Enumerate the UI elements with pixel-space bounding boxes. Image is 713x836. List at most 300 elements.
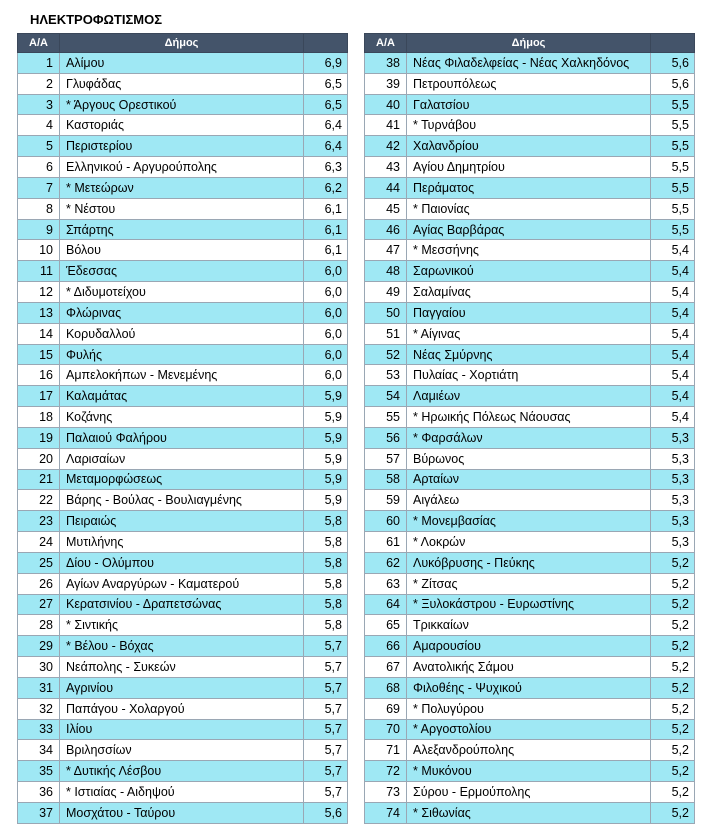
municipality-name: * Αργοστολίου: [407, 719, 651, 740]
row-index: 49: [365, 282, 407, 303]
table-row: [365, 323, 695, 344]
table-row: [18, 365, 348, 386]
row-index: 22: [18, 490, 60, 511]
municipality-name: Περάματος: [407, 177, 651, 198]
municipality-name: Αλεξανδρούπολης: [407, 740, 651, 761]
municipality-name: Περιστερίου: [60, 136, 304, 157]
row-index: 33: [18, 719, 60, 740]
table-row: [365, 282, 695, 303]
score-value: 5,3: [651, 511, 695, 532]
score-value: 5,4: [651, 323, 695, 344]
municipality-name: Αγρινίου: [60, 677, 304, 698]
table-row: [18, 240, 348, 261]
municipality-name: Έδεσσας: [60, 261, 304, 282]
table-row: [365, 365, 695, 386]
row-index: 15: [18, 344, 60, 365]
municipality-name: Πυλαίας - Χορτιάτη: [407, 365, 651, 386]
table-row: [18, 53, 348, 74]
table-row: [365, 177, 695, 198]
score-value: 6,4: [304, 136, 348, 157]
table-row: [18, 552, 348, 573]
score-value: 5,4: [651, 240, 695, 261]
table-row: [18, 469, 348, 490]
row-index: 20: [18, 448, 60, 469]
row-index: 14: [18, 323, 60, 344]
municipality-name: Σύρου - Ερμούπολης: [407, 781, 651, 802]
row-index: 16: [18, 365, 60, 386]
municipality-name: Αμπελοκήπων - Μενεμένης: [60, 365, 304, 386]
table-row: [365, 386, 695, 407]
municipality-name: Νέας Σμύρνης: [407, 344, 651, 365]
score-value: 5,2: [651, 552, 695, 573]
table-row: [18, 407, 348, 428]
table-row: [365, 219, 695, 240]
score-value: 5,2: [651, 657, 695, 678]
row-index: 6: [18, 157, 60, 178]
municipality-name: * Βέλου - Βόχας: [60, 636, 304, 657]
table-row: [18, 136, 348, 157]
municipality-name: Φυλής: [60, 344, 304, 365]
municipality-name: * Τυρνάβου: [407, 115, 651, 136]
score-value: 5,7: [304, 636, 348, 657]
score-value: 5,4: [651, 282, 695, 303]
score-value: 5,4: [651, 407, 695, 428]
score-value: 5,8: [304, 573, 348, 594]
header-municipality: Δήμος: [60, 34, 304, 53]
table-row: [365, 198, 695, 219]
municipality-name: * Δυτικής Λέσβου: [60, 761, 304, 782]
score-value: 6,0: [304, 282, 348, 303]
score-value: 5,9: [304, 448, 348, 469]
table-row: [365, 573, 695, 594]
row-index: 8: [18, 198, 60, 219]
table-row: [365, 115, 695, 136]
table-row: [365, 73, 695, 94]
municipality-name: Καλαμάτας: [60, 386, 304, 407]
municipality-name: Φλώρινας: [60, 302, 304, 323]
score-value: 5,4: [651, 365, 695, 386]
row-index: 58: [365, 469, 407, 490]
score-value: 5,9: [304, 407, 348, 428]
municipality-name: Παγγαίου: [407, 302, 651, 323]
municipality-name: Ανατολικής Σάμου: [407, 657, 651, 678]
table-row: [365, 677, 695, 698]
table-row: [365, 344, 695, 365]
score-value: 5,2: [651, 615, 695, 636]
row-index: 64: [365, 594, 407, 615]
municipality-name: Ιλίου: [60, 719, 304, 740]
row-index: 54: [365, 386, 407, 407]
municipality-name: Βύρωνος: [407, 448, 651, 469]
table-row: [18, 594, 348, 615]
ranking-table-right: [364, 33, 695, 824]
row-index: 71: [365, 740, 407, 761]
municipality-name: Σπάρτης: [60, 219, 304, 240]
table-row: [365, 157, 695, 178]
table-row: [365, 719, 695, 740]
table-row: [18, 427, 348, 448]
municipality-name: * Σιθωνίας: [407, 802, 651, 823]
table-row: [365, 240, 695, 261]
table-row: [365, 740, 695, 761]
table-row: [365, 532, 695, 553]
ranking-table-left: [17, 33, 348, 824]
municipality-name: * Μετεώρων: [60, 177, 304, 198]
score-value: 5,8: [304, 511, 348, 532]
table-row: [365, 636, 695, 657]
table-row: [18, 448, 348, 469]
row-index: 55: [365, 407, 407, 428]
row-index: 69: [365, 698, 407, 719]
header-index: Α/Α: [365, 34, 407, 53]
municipality-name: * Παιονίας: [407, 198, 651, 219]
municipality-name: Ελληνικού - Αργυρούπολης: [60, 157, 304, 178]
municipality-name: Αγίου Δημητρίου: [407, 157, 651, 178]
municipality-name: Σαλαμίνας: [407, 282, 651, 303]
row-index: 25: [18, 552, 60, 573]
score-value: 6,0: [304, 302, 348, 323]
municipality-name: Καστοριάς: [60, 115, 304, 136]
table-row: [365, 448, 695, 469]
score-value: 5,5: [651, 94, 695, 115]
row-index: 24: [18, 532, 60, 553]
score-value: 5,2: [651, 573, 695, 594]
score-value: 5,9: [304, 427, 348, 448]
table-row: [18, 177, 348, 198]
score-value: 5,8: [304, 615, 348, 636]
score-value: 5,3: [651, 532, 695, 553]
score-value: 5,4: [651, 302, 695, 323]
row-index: 38: [365, 53, 407, 74]
municipality-name: Βάρης - Βούλας - Βουλιαγμένης: [60, 490, 304, 511]
score-value: 5,9: [304, 469, 348, 490]
header-index: Α/Α: [18, 34, 60, 53]
score-value: 5,4: [651, 386, 695, 407]
municipality-name: Σαρωνικού: [407, 261, 651, 282]
score-value: 5,2: [651, 781, 695, 802]
header-value: [651, 34, 695, 53]
score-value: 5,8: [304, 552, 348, 573]
municipality-name: Πειραιώς: [60, 511, 304, 532]
row-index: 11: [18, 261, 60, 282]
score-value: 6,1: [304, 240, 348, 261]
table-row: [18, 490, 348, 511]
table-header-row: [18, 34, 348, 53]
municipality-name: Αλίμου: [60, 53, 304, 74]
row-index: 36: [18, 781, 60, 802]
row-index: 73: [365, 781, 407, 802]
table-row: [18, 761, 348, 782]
municipality-name: Δίου - Ολύμπου: [60, 552, 304, 573]
score-value: 5,3: [651, 427, 695, 448]
table-row: [18, 636, 348, 657]
score-value: 5,3: [651, 469, 695, 490]
header-value: [304, 34, 348, 53]
table-row: [365, 615, 695, 636]
municipality-name: * Διδυμοτείχου: [60, 282, 304, 303]
score-value: 6,9: [304, 53, 348, 74]
score-value: 5,6: [304, 802, 348, 823]
row-index: 29: [18, 636, 60, 657]
table-row: [18, 386, 348, 407]
row-index: 43: [365, 157, 407, 178]
row-index: 67: [365, 657, 407, 678]
row-index: 60: [365, 511, 407, 532]
table-row: [365, 427, 695, 448]
table-row: [18, 511, 348, 532]
row-index: 40: [365, 94, 407, 115]
score-value: 5,2: [651, 761, 695, 782]
table-row: [18, 261, 348, 282]
row-index: 4: [18, 115, 60, 136]
table-row: [18, 198, 348, 219]
row-index: 12: [18, 282, 60, 303]
score-value: 5,7: [304, 677, 348, 698]
row-index: 46: [365, 219, 407, 240]
table-row: [18, 573, 348, 594]
row-index: 28: [18, 615, 60, 636]
row-index: 27: [18, 594, 60, 615]
municipality-name: Λαμιέων: [407, 386, 651, 407]
table-row: [365, 407, 695, 428]
table-row: [18, 719, 348, 740]
header-municipality: Δήμος: [407, 34, 651, 53]
row-index: 47: [365, 240, 407, 261]
table-row: [18, 802, 348, 823]
table-row: [365, 261, 695, 282]
row-index: 56: [365, 427, 407, 448]
row-index: 68: [365, 677, 407, 698]
score-value: 5,4: [651, 261, 695, 282]
score-value: 6,1: [304, 219, 348, 240]
score-value: 5,8: [304, 532, 348, 553]
score-value: 5,2: [651, 594, 695, 615]
table-row: [365, 552, 695, 573]
municipality-name: * Μυκόνου: [407, 761, 651, 782]
score-value: 5,7: [304, 781, 348, 802]
municipality-name: Γαλατσίου: [407, 94, 651, 115]
score-value: 5,2: [651, 677, 695, 698]
table-header-row: [365, 34, 695, 53]
row-index: 7: [18, 177, 60, 198]
municipality-name: * Ξυλοκάστρου - Ευρωστίνης: [407, 594, 651, 615]
row-index: 62: [365, 552, 407, 573]
score-value: 5,3: [651, 448, 695, 469]
table-row: [365, 53, 695, 74]
municipality-name: Βριλησσίων: [60, 740, 304, 761]
score-value: 5,2: [651, 802, 695, 823]
score-value: 5,7: [304, 657, 348, 678]
municipality-name: * Ζίτσας: [407, 573, 651, 594]
row-index: 18: [18, 407, 60, 428]
municipality-name: Μεταμορφώσεως: [60, 469, 304, 490]
row-index: 45: [365, 198, 407, 219]
table-row: [365, 594, 695, 615]
table-row: [365, 302, 695, 323]
table-row: [18, 94, 348, 115]
table-row: [18, 698, 348, 719]
table-row: [18, 157, 348, 178]
row-index: 53: [365, 365, 407, 386]
row-index: 59: [365, 490, 407, 511]
row-index: 61: [365, 532, 407, 553]
table-row: [365, 802, 695, 823]
municipality-name: Αγίων Αναργύρων - Καματερού: [60, 573, 304, 594]
municipality-name: Μοσχάτου - Ταύρου: [60, 802, 304, 823]
table-row: [18, 344, 348, 365]
row-index: 31: [18, 677, 60, 698]
row-index: 30: [18, 657, 60, 678]
score-value: 5,5: [651, 157, 695, 178]
score-value: 5,4: [651, 344, 695, 365]
municipality-name: * Μονεμβασίας: [407, 511, 651, 532]
score-value: 6,2: [304, 177, 348, 198]
municipality-name: Λαρισαίων: [60, 448, 304, 469]
score-value: 5,5: [651, 219, 695, 240]
score-value: 6,0: [304, 344, 348, 365]
score-value: 5,8: [304, 594, 348, 615]
municipality-name: Αρταίων: [407, 469, 651, 490]
table-row: [365, 136, 695, 157]
score-value: 6,3: [304, 157, 348, 178]
municipality-name: * Ηρωικής Πόλεως Νάουσας: [407, 407, 651, 428]
score-value: 5,7: [304, 761, 348, 782]
row-index: 63: [365, 573, 407, 594]
row-index: 50: [365, 302, 407, 323]
table-row: [18, 657, 348, 678]
table-row: [365, 94, 695, 115]
table-row: [18, 615, 348, 636]
score-value: 5,6: [651, 53, 695, 74]
score-value: 6,5: [304, 94, 348, 115]
row-index: 65: [365, 615, 407, 636]
table-row: [18, 323, 348, 344]
municipality-name: * Ιστιαίας - Αιδηψού: [60, 781, 304, 802]
municipality-name: Πετρουπόλεως: [407, 73, 651, 94]
row-index: 37: [18, 802, 60, 823]
municipality-name: * Πολυγύρου: [407, 698, 651, 719]
score-value: 5,9: [304, 490, 348, 511]
score-value: 5,5: [651, 115, 695, 136]
score-value: 6,1: [304, 198, 348, 219]
municipality-name: Γλυφάδας: [60, 73, 304, 94]
municipality-name: Αμαρουσίου: [407, 636, 651, 657]
table-row: [18, 73, 348, 94]
row-index: 51: [365, 323, 407, 344]
municipality-name: Αγίας Βαρβάρας: [407, 219, 651, 240]
row-index: 52: [365, 344, 407, 365]
score-value: 5,5: [651, 198, 695, 219]
table-row: [18, 302, 348, 323]
row-index: 1: [18, 53, 60, 74]
page-title: ΗΛΕΚΤΡΟΦΩΤΙΣΜΟΣ: [30, 12, 163, 27]
table-row: [365, 511, 695, 532]
municipality-name: * Σιντικής: [60, 615, 304, 636]
score-value: 6,5: [304, 73, 348, 94]
score-value: 6,0: [304, 261, 348, 282]
row-index: 21: [18, 469, 60, 490]
municipality-name: * Αίγινας: [407, 323, 651, 344]
score-value: 5,2: [651, 740, 695, 761]
row-index: 34: [18, 740, 60, 761]
row-index: 3: [18, 94, 60, 115]
municipality-name: * Λοκρών: [407, 532, 651, 553]
row-index: 44: [365, 177, 407, 198]
row-index: 39: [365, 73, 407, 94]
score-value: 6,0: [304, 323, 348, 344]
score-value: 5,5: [651, 136, 695, 157]
table-row: [18, 219, 348, 240]
municipality-name: * Μεσσήνης: [407, 240, 651, 261]
score-value: 5,2: [651, 698, 695, 719]
municipality-name: Βόλου: [60, 240, 304, 261]
score-value: 5,2: [651, 636, 695, 657]
row-index: 26: [18, 573, 60, 594]
row-index: 66: [365, 636, 407, 657]
row-index: 13: [18, 302, 60, 323]
row-index: 41: [365, 115, 407, 136]
table-row: [365, 469, 695, 490]
score-value: 6,0: [304, 365, 348, 386]
row-index: 72: [365, 761, 407, 782]
row-index: 5: [18, 136, 60, 157]
score-value: 5,7: [304, 740, 348, 761]
municipality-name: * Φαρσάλων: [407, 427, 651, 448]
municipality-name: Φιλοθέης - Ψυχικού: [407, 677, 651, 698]
row-index: 35: [18, 761, 60, 782]
municipality-name: Κοζάνης: [60, 407, 304, 428]
table-row: [18, 740, 348, 761]
score-value: 6,4: [304, 115, 348, 136]
municipality-name: Κορυδαλλού: [60, 323, 304, 344]
municipality-name: Νεάπολης - Συκεών: [60, 657, 304, 678]
row-index: 48: [365, 261, 407, 282]
score-value: 5,2: [651, 719, 695, 740]
score-value: 5,5: [651, 177, 695, 198]
row-index: 17: [18, 386, 60, 407]
score-value: 5,7: [304, 719, 348, 740]
score-value: 5,3: [651, 490, 695, 511]
table-row: [365, 657, 695, 678]
row-index: 23: [18, 511, 60, 532]
score-value: 5,7: [304, 698, 348, 719]
score-value: 5,6: [651, 73, 695, 94]
municipality-name: * Άργους Ορεστικού: [60, 94, 304, 115]
table-row: [365, 698, 695, 719]
row-index: 42: [365, 136, 407, 157]
table-row: [18, 677, 348, 698]
municipality-name: Λυκόβρυσης - Πεύκης: [407, 552, 651, 573]
row-index: 2: [18, 73, 60, 94]
municipality-name: Κερατσινίου - Δραπετσώνας: [60, 594, 304, 615]
table-row: [18, 115, 348, 136]
row-index: 9: [18, 219, 60, 240]
municipality-name: Νέας Φιλαδελφείας - Νέας Χαλκηδόνος: [407, 53, 651, 74]
score-value: 5,9: [304, 386, 348, 407]
table-row: [18, 532, 348, 553]
row-index: 57: [365, 448, 407, 469]
municipality-name: Μυτιλήνης: [60, 532, 304, 553]
municipality-name: * Νέστου: [60, 198, 304, 219]
table-row: [365, 781, 695, 802]
row-index: 74: [365, 802, 407, 823]
municipality-name: Τρικκαίων: [407, 615, 651, 636]
table-row: [365, 490, 695, 511]
table-row: [18, 781, 348, 802]
table-row: [365, 761, 695, 782]
municipality-name: Χαλανδρίου: [407, 136, 651, 157]
row-index: 32: [18, 698, 60, 719]
